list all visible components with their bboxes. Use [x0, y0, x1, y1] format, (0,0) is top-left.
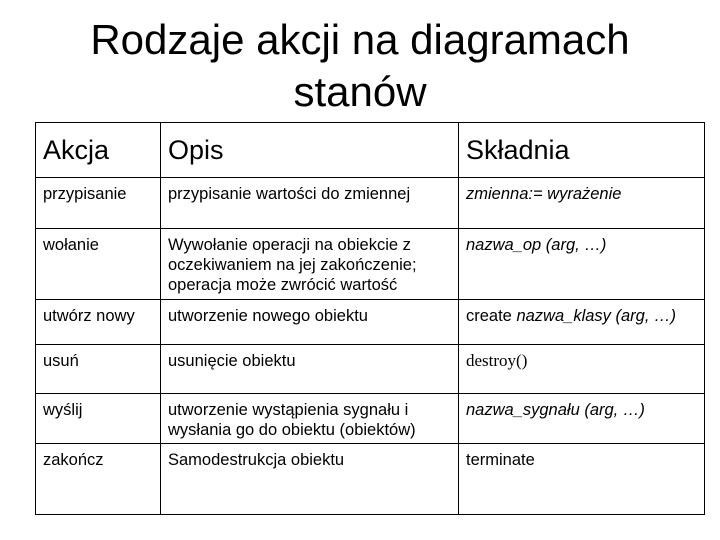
slide-title-line-1: Rodzaje akcji na diagramach [90, 16, 630, 63]
cell-syntax [459, 178, 705, 229]
header-syntax: Składnia [459, 123, 705, 178]
table-row [36, 345, 705, 394]
cell-syntax [459, 229, 705, 300]
cell-syntax [459, 394, 705, 444]
table-row [36, 444, 705, 515]
cell-syntax [459, 300, 705, 345]
cell-description: utworzenie wystąpienia sygnału i wysłania go do obiektu (obiektów) [161, 394, 459, 444]
syntax-italic: nazwa_sygnału (arg, …) [466, 401, 645, 419]
syntax-italic: nazwa_klasy (arg, …) [516, 307, 677, 325]
cell-description: Wywołanie operacji na obiekcie z oczekiwaniem na jej zakończenie; operacja może zwrócić wartość [161, 229, 459, 300]
syntax-plain: create [466, 307, 517, 325]
cell-description: Samodestrukcja obiektu [161, 444, 459, 515]
cell-action: zakończ [36, 444, 161, 515]
actions-table [35, 122, 705, 515]
header-description: Opis [161, 123, 459, 178]
slide-title-line-2: stanów [293, 68, 427, 115]
cell-description: usunięcie obiektu [161, 345, 459, 394]
cell-description: przypisanie wartości do zmiennej [161, 178, 459, 229]
syntax-plain: terminate [466, 451, 535, 469]
cell-action: wołanie [36, 229, 161, 300]
table-header-row [36, 123, 705, 178]
syntax-italic: zmienna:= wyrażenie [466, 185, 622, 203]
slide-title [0, 14, 720, 118]
cell-action: utwórz nowy [36, 300, 161, 345]
cell-action: wyślij [36, 394, 161, 444]
table-row [36, 178, 705, 229]
syntax-plain: destroy() [466, 351, 528, 370]
header-action: Akcja [36, 123, 161, 178]
cell-description: utworzenie nowego obiektu [161, 300, 459, 345]
cell-syntax [459, 444, 705, 515]
cell-action: usuń [36, 345, 161, 394]
syntax-italic: nazwa_op (arg, …) [466, 236, 607, 254]
table-row [36, 394, 705, 444]
table-row [36, 229, 705, 300]
cell-action: przypisanie [36, 178, 161, 229]
table-row [36, 300, 705, 345]
cell-syntax [459, 345, 705, 394]
